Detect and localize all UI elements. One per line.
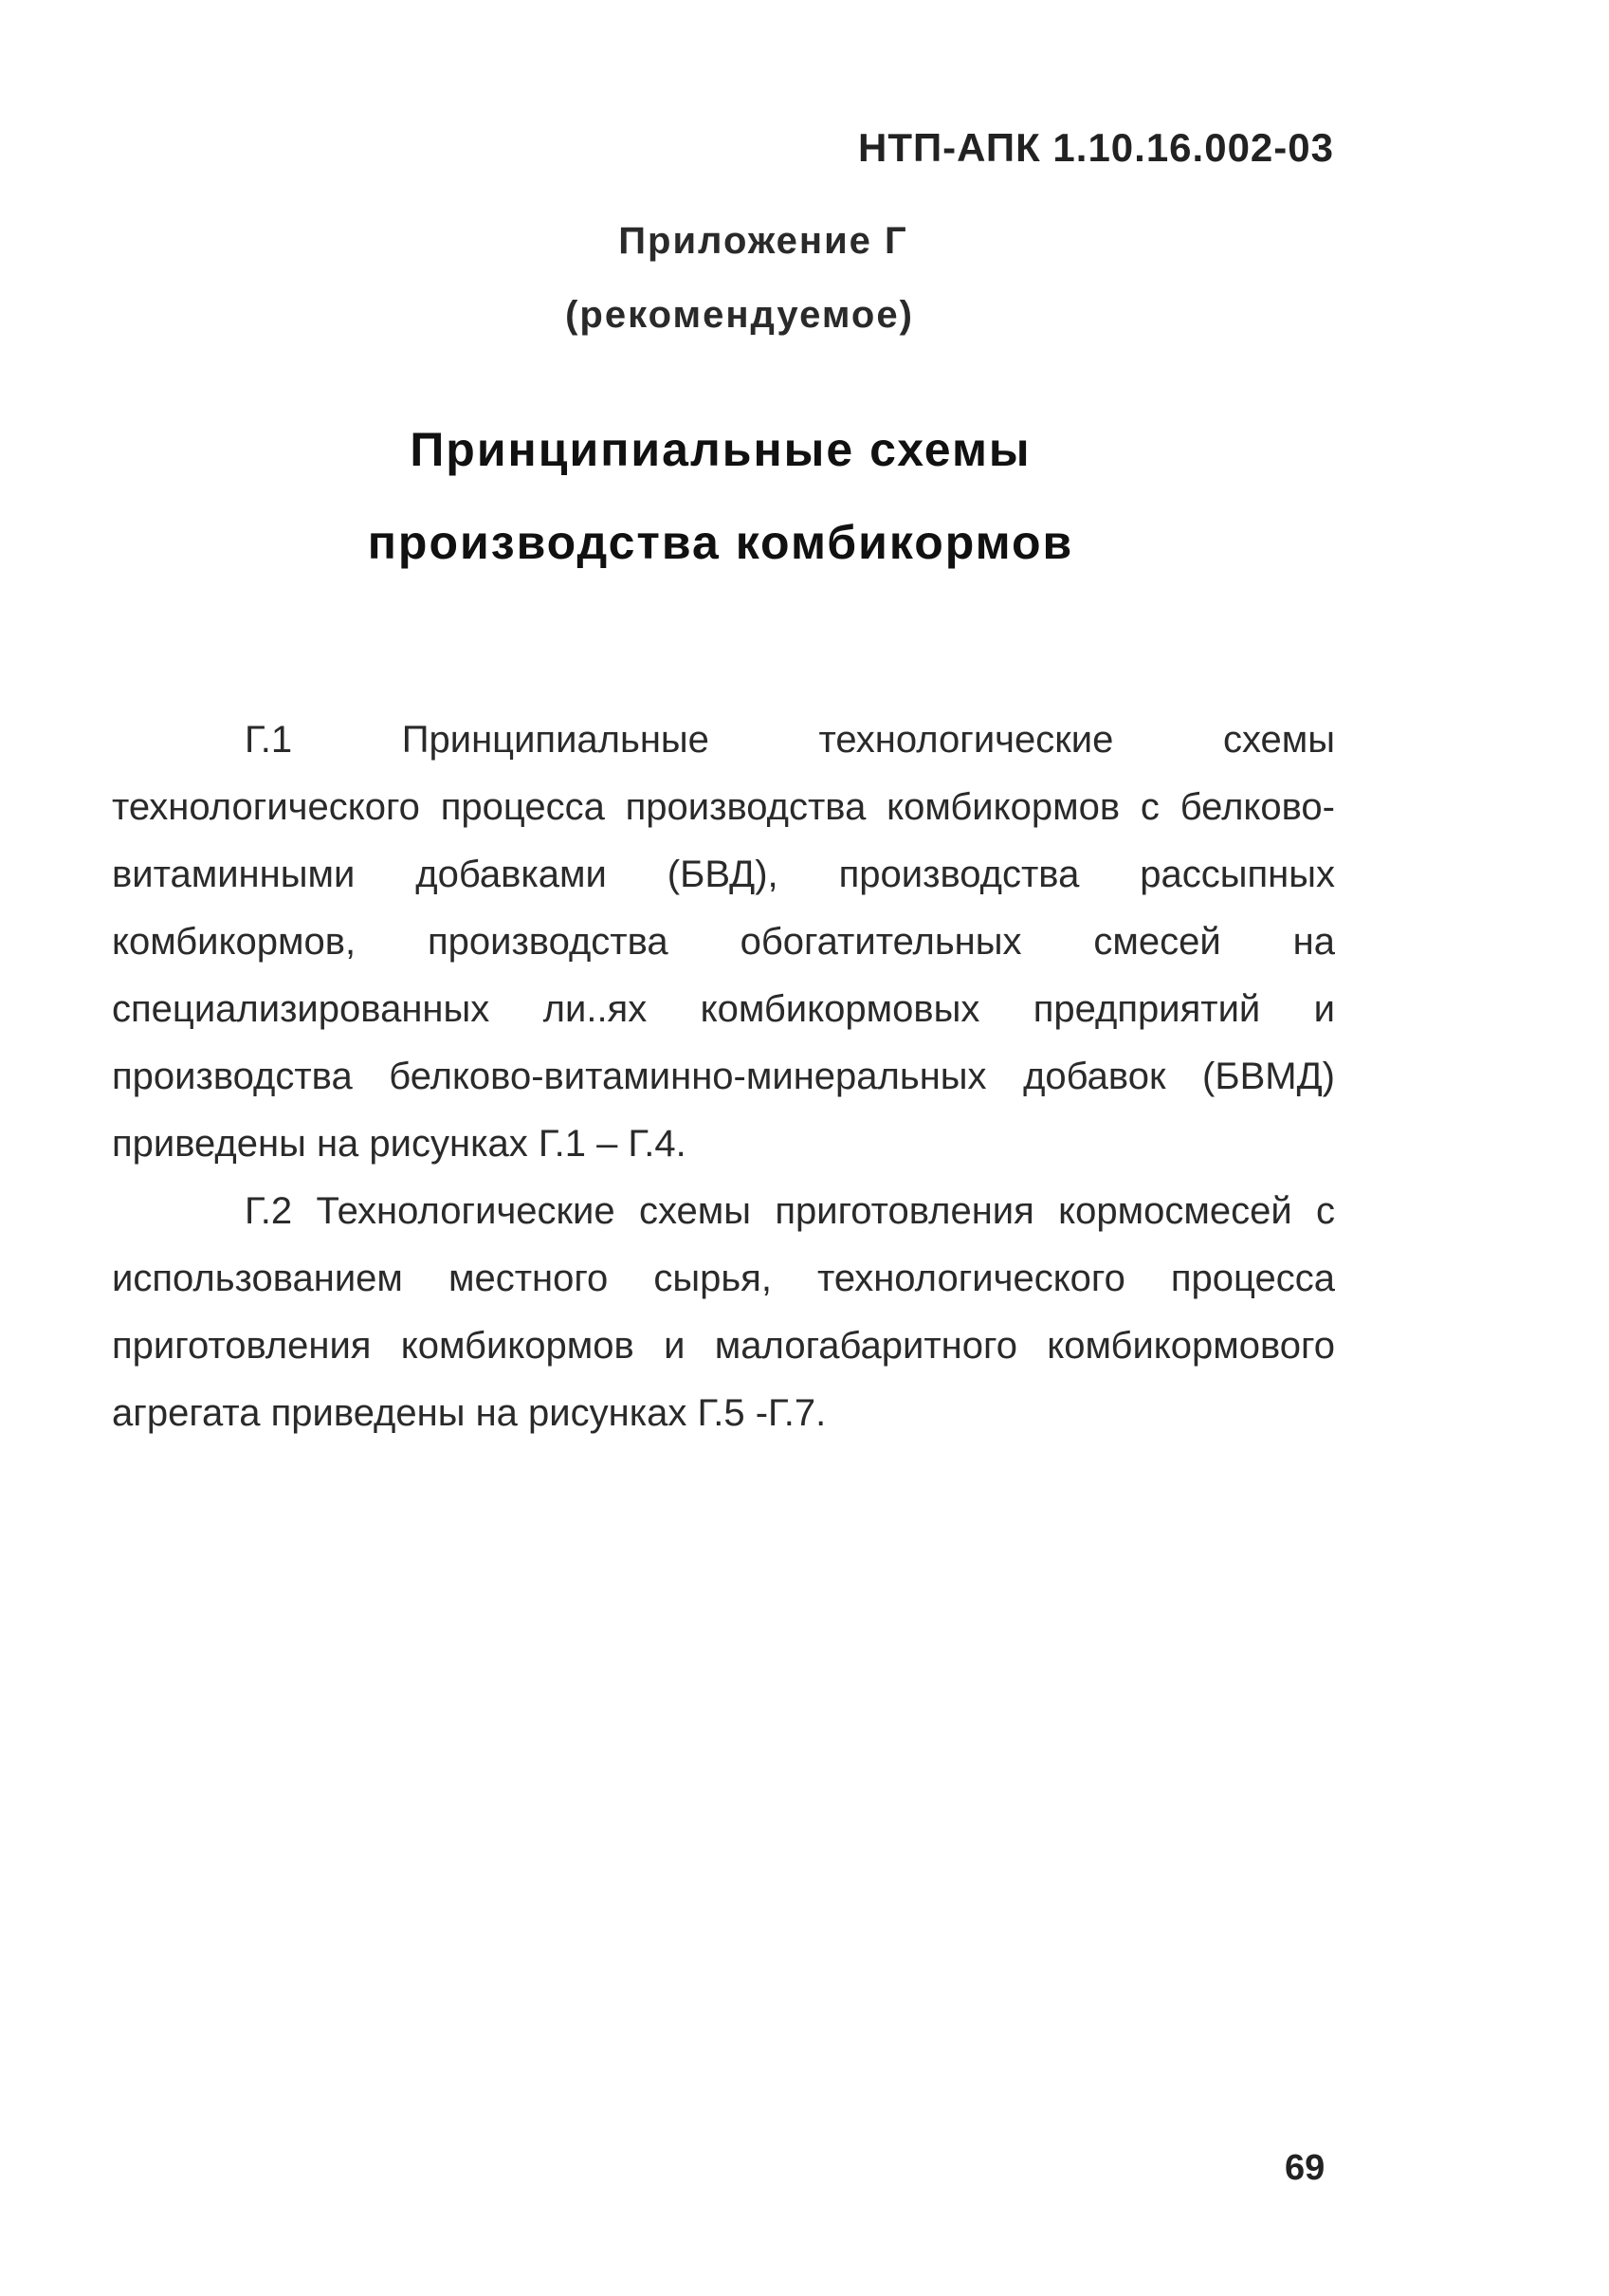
page-title-line-2: производства комбикормов [367, 516, 1074, 569]
document-code: НТП-АПК 1.10.16.002-03 [857, 125, 1334, 170]
appendix-title: Приложение Г [618, 220, 908, 262]
appendix-status: (рекомендуемое) [565, 294, 914, 336]
paragraph-g1: Г.1 Принципиальные технологические схемы технологического процесса производства комбикормов с белково-витаминными добавками (БВД), производства рассыпных комбикормов, производства обогатительных смесей на специализированных ли..ях комбикормовых предприятий и производства белково-витаминно-минеральных добавок (БВМД) приведены на рисунках Г.1 – Г.4. [112, 719, 1335, 1165]
body-text [112, 707, 1335, 1447]
page-title-line-1: Принципиальные схемы [410, 423, 1032, 476]
appendix-heading [474, 204, 1005, 352]
page-number: 69 [1285, 2148, 1326, 2188]
paragraph-g2: Г.2 Технологические схемы приготовления кормосмесей с использованием местного сырья, технологического процесса приготовления комбикормов и малогабаритного комбикормового агрегата приведены на рисунках Г.5 -Г.7. [112, 1190, 1335, 1434]
page-title [313, 403, 1128, 589]
